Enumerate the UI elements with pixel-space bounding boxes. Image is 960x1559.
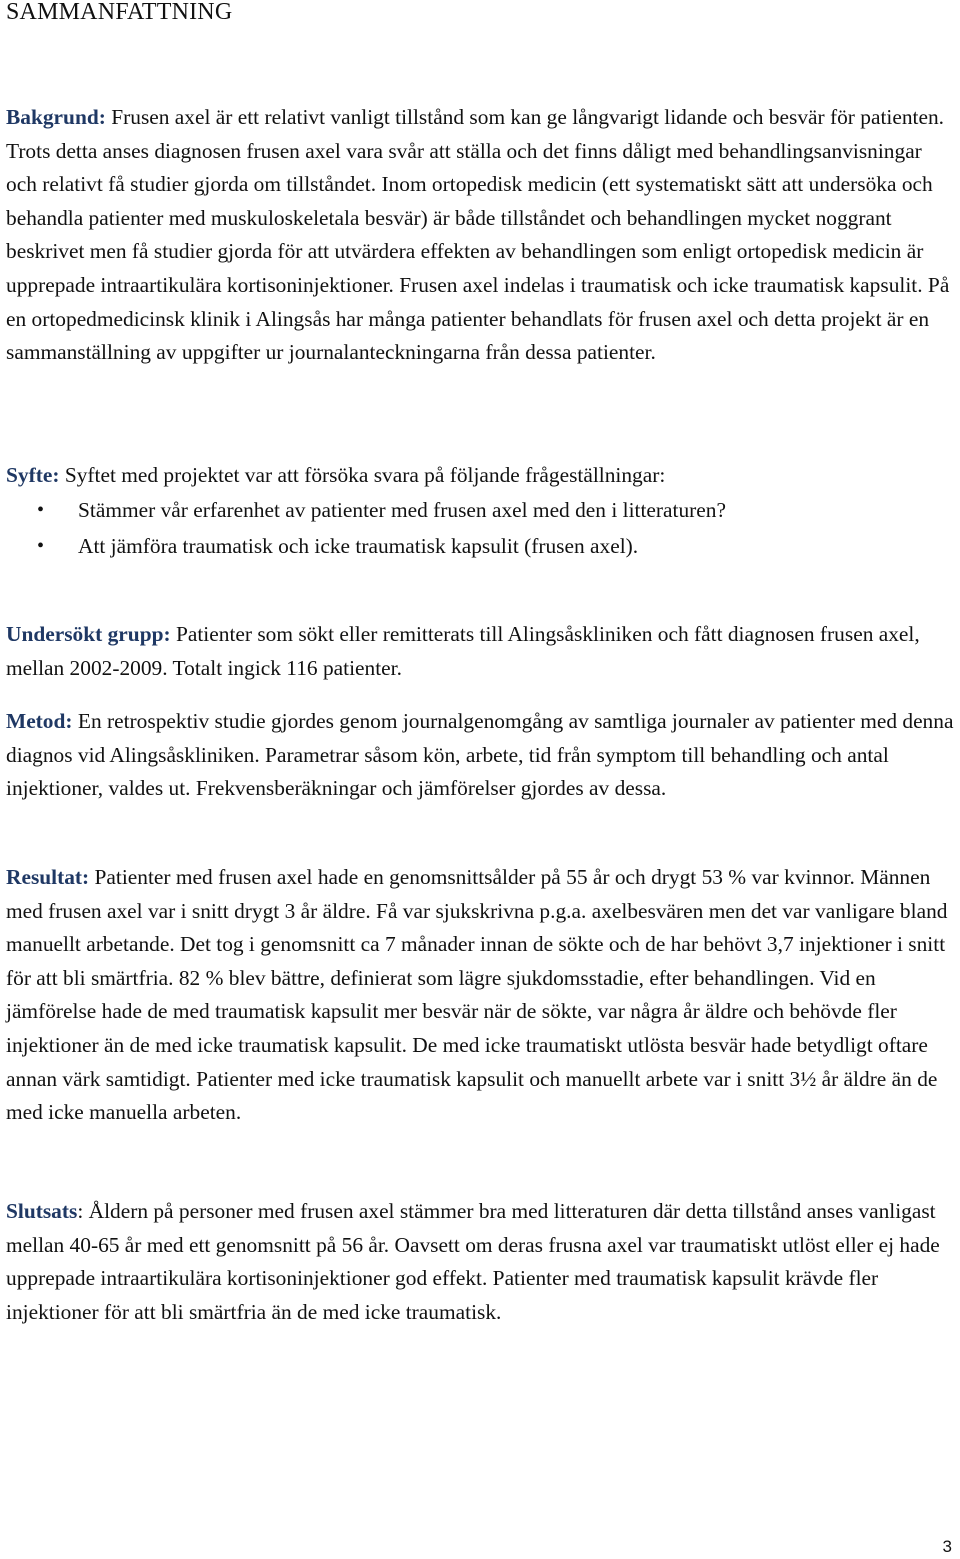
page-number: 3 xyxy=(942,1537,952,1556)
syfte-bullet-list xyxy=(0,493,960,564)
resultat-label: Resultat: xyxy=(6,865,90,889)
metod-label: Metod: xyxy=(6,709,73,733)
slutsats-label: Slutsats xyxy=(6,1199,78,1223)
syfte-bullet-text: Att jämföra traumatisk och icke traumatisk kapsulit (frusen axel). xyxy=(78,533,639,558)
bakgrund-text-4: På en ortopedmedicinsk klinik i Alingsås har många patienter behandlats för frusen axel och detta projekt är en sammanställning av uppgifter ur journalanteckningarna från dessa patienter. xyxy=(6,272,950,365)
slutsats-text: : Åldern på personer med frusen axel stämmer bra med litteraturen där detta tillstånd anses vanligast mellan 40-65 år med ett genomsnitt på 56 år. Oavsett om deras frusna axel var traumatiskt utlöst eller ej hade upprepade intraartikulära kortisoninjektioner god effekt. Patienter med traumatisk kapsulit krävde fler injektioner för att bli smärtfria än de med icke traumatisk. xyxy=(6,1199,940,1324)
bullet-icon: • xyxy=(37,534,45,557)
slutsats-paragraph xyxy=(6,1195,954,1329)
undersokt-text: Patienter som sökt eller remitterats till Alingsåskliniken och fått diagnosen frusen axel, mellan 2002-2009. Totalt ingick 116 patienter. xyxy=(6,622,920,680)
syfte-bullet-item xyxy=(0,529,960,565)
undersokt-paragraph xyxy=(6,618,954,685)
resultat-text: Patienter med frusen axel hade en genomsnittsålder på 55 år och drygt 53 % var kvinnor. Männen med frusen axel var i snitt drygt 3 år äldre. Få var sjukskrivna p.g.a. axelbesvären men det var vanligare bland manuellt arbetande. Det tog i genomsnitt ca 7 månader innan de sökte och de har behövt 3,7 injektioner i snitt för att bli smärtfria. 82 % blev bättre, definierat som lägre sjukdomsstadie, efter behandlingen. Vid en jämförelse hade de med traumatisk kapsulit mer besvär när de sökte, var några år äldre och behövde fler injektioner än de med icke traumatisk kapsulit. De med icke traumatiskt utlösta besvär hade betydligt oftare annan värk samtidigt. Patienter med icke traumatisk kapsulit och manuellt arbete var i snitt 3½ år äldre än de med icke manuella arbeten. xyxy=(6,865,948,1125)
metod-paragraph xyxy=(6,705,954,806)
bakgrund-text-1: Frusen axel är ett relativt vanligt tillstånd som kan ge långvarigt lidande och besvär för patienten. xyxy=(105,105,945,129)
undersokt-label: Undersökt grupp: xyxy=(6,622,171,646)
bakgrund-text-3: Inom ortopedisk medicin (ett systematiskt sätt att undersöka och behandla patienter med muskuloskeletala besvär) är både tillståndet och behandlingen mycket noggrant beskrivet men få studier gjorda för att utvärdera effekten av behandlingen som enligt ortopedisk medicin är upprepade intraartikulära kortisoninjektioner. Frusen axel indelas i traumatisk och icke traumatisk kapsulit. xyxy=(6,172,933,297)
syfte-bullet-text: Stämmer vår erfarenhet av patienter med frusen axel med den i litteraturen? xyxy=(78,498,726,522)
syfte-label: Syfte: xyxy=(6,463,60,487)
syfte-text: Syftet med projektet var att försöka svara på följande frågeställningar: xyxy=(59,463,666,487)
syfte-paragraph xyxy=(6,459,954,493)
bakgrund-paragraph xyxy=(6,101,954,370)
bullet-icon: • xyxy=(37,499,45,521)
bakgrund-text-2: Trots detta anses diagnosen frusen axel vara svår att ställa och det finns dåligt med behandlingsanvisningar och relativt få studier gjorda om tillståndet. xyxy=(6,138,922,197)
metod-text: En retrospektiv studie gjordes genom journalgenomgång av samtliga journaler av patienter med denna diagnos vid Alingsåskliniken. Parametrar såsom kön, arbete, tid från symptom till behandling och antal injektioner, valdes ut. Frekvensberäkningar och jämförelser gjordes av dessa. xyxy=(6,709,954,801)
bakgrund-label: Bakgrund: xyxy=(6,105,106,129)
syfte-bullet-item xyxy=(0,493,960,529)
resultat-paragraph xyxy=(6,861,954,1130)
page-title: SAMMANFATTNING xyxy=(6,0,233,25)
